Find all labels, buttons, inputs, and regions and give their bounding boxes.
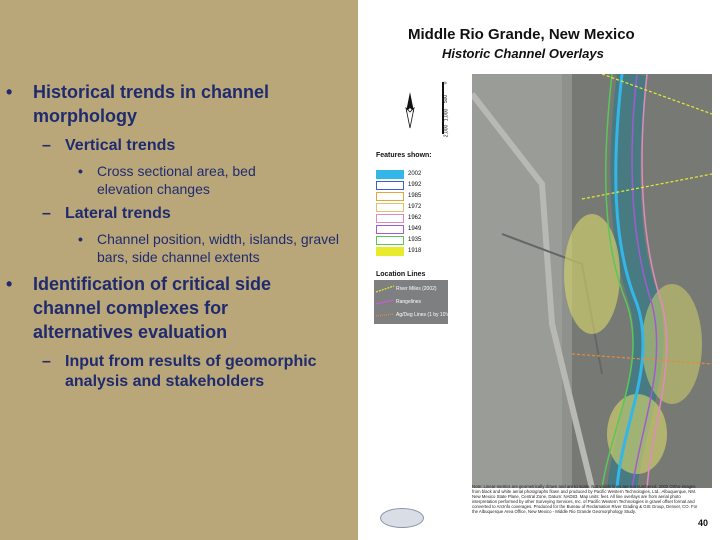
location-heading: Location Lines (376, 271, 426, 278)
scale-bar (442, 81, 452, 138)
dash-marker: – (42, 205, 51, 222)
bullet-text: Input from results of geomorphic analysis and stakeholders (65, 353, 317, 390)
bullet-cross-sectional (0, 162, 297, 198)
dash-marker: – (42, 353, 51, 370)
map-title: Middle Rio Grande, New Mexico (408, 26, 635, 43)
bullet-input-results (0, 352, 355, 392)
map-subtitle: Historic Channel Overlays (442, 46, 604, 61)
legend-year: 1962 (408, 215, 422, 221)
scale-label: 2,000 (443, 124, 450, 138)
legend-year: 1992 (408, 182, 422, 188)
legend-year: 1985 (408, 193, 422, 199)
legend-swatch (376, 192, 404, 201)
location-line-label: Rangelines (396, 299, 422, 305)
legend-year: 2002 (408, 171, 422, 177)
features-heading: Features shown: (376, 152, 432, 159)
legend-swatch (376, 203, 404, 212)
agency-logo (380, 508, 424, 528)
legend-swatch (376, 225, 404, 234)
scale-label: 500 (443, 94, 450, 104)
north-arrow-icon (398, 90, 422, 130)
scale-label: 1,000 (443, 108, 450, 122)
bullet-marker: • (78, 231, 83, 247)
location-line-label: River Miles (2002) (396, 286, 437, 292)
legend-swatch (376, 236, 404, 245)
bullet-vertical-trends (0, 136, 360, 156)
bullet-list (0, 80, 360, 392)
location-line-label: Ag/Deg Lines (1 by 10's) (396, 312, 451, 318)
bullet-text: Channel position, width, islands, gravel bars, side channel extents (97, 231, 340, 265)
dash-marker: – (42, 137, 51, 154)
bullet-marker: • (6, 274, 13, 294)
bullet-lateral-trends (0, 204, 360, 224)
scale-label: 0 (442, 81, 449, 85)
legend-swatch (376, 170, 404, 179)
bullet-text: Historical trends in channel morphology (33, 82, 270, 126)
aerial-photo (472, 74, 712, 488)
legend-year: 1949 (408, 226, 422, 232)
location-legend (374, 280, 451, 324)
legend-swatch (376, 247, 404, 256)
legend-swatch (376, 214, 404, 223)
bullet-text: Vertical trends (65, 137, 176, 154)
bullet-marker: • (6, 82, 13, 102)
bullet-text: Lateral trends (65, 205, 171, 222)
legend-year: 1972 (408, 204, 422, 210)
legend-year: 1918 (408, 248, 422, 254)
bullet-historical-trends (0, 80, 360, 128)
bullet-identification (0, 272, 313, 344)
bullet-text: Identification of critical side channel complexes for alternatives evaluation (33, 274, 272, 342)
bullet-channel-position (0, 230, 352, 266)
map-notes: Note: Linear metrics are geometrically drawn and are to scale. Not visible lines are not numbered. 2002 Ortho-images from black and white aerial photographs flown and produced by Pacific Western Technologies, Ltd., Albuquerque, NM. New Mexico State Plane, Central Zone, Datum: NAD83. Map units: feet. All line overlays are from aerial photo interpretation performed by other Surveying Services, Inc. of Pacific Western Technologies in gravel offset format and converted to ArcInfo coverages. Produced for the Bureau of Reclamation River Grading & GIS Group, Denver, CO. For the Albuquerque Area Office, New Mexico - Middle Rio Grande Geomorphology Study. (472, 484, 698, 514)
page-number: 40 (698, 518, 709, 528)
legend-year: 1935 (408, 237, 422, 243)
map-panel (358, 0, 720, 540)
legend-swatch (376, 181, 404, 190)
bullet-text: Cross sectional area, bed elevation changes (97, 163, 256, 197)
bullet-marker: • (78, 163, 83, 179)
